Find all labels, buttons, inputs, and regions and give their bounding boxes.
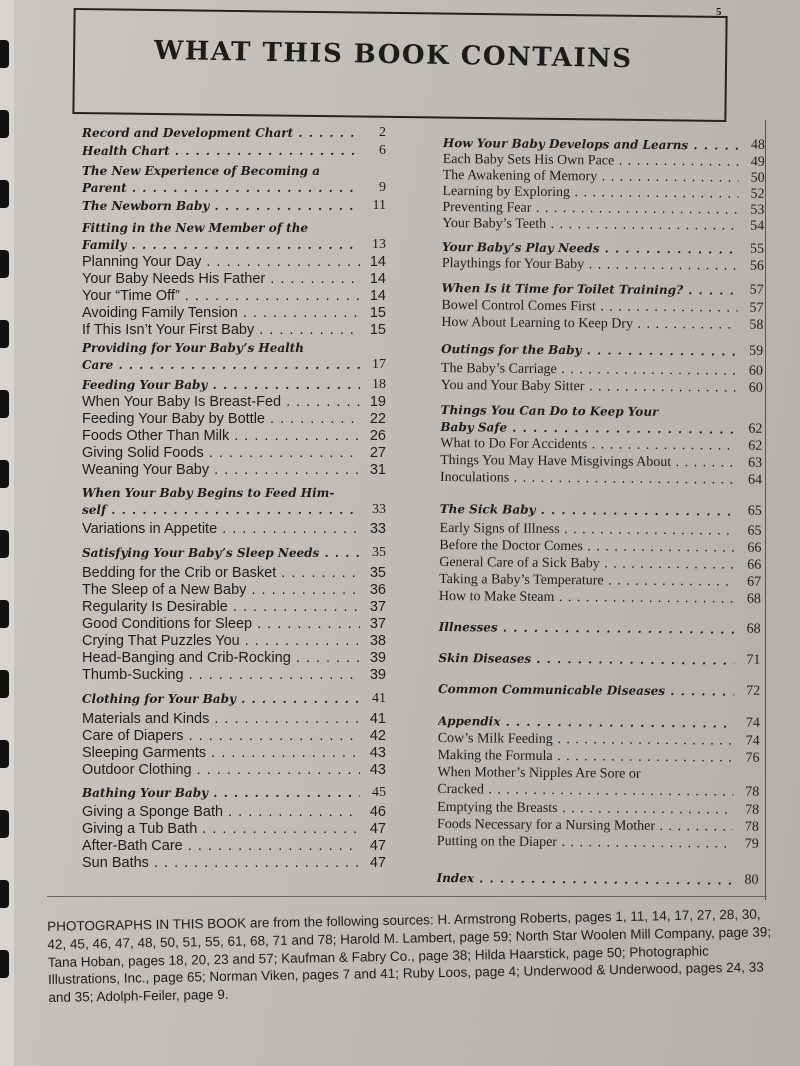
toc-section-entry xyxy=(82,162,386,180)
toc-entry-title: Parent . . . xyxy=(82,179,360,197)
toc-entry-page: 35 xyxy=(372,545,386,560)
page-edge-line xyxy=(765,120,766,900)
toc-entry-title: Weaning Your Baby . . . xyxy=(82,461,360,479)
toc-entry xyxy=(82,837,386,855)
toc-entry-page: 2 xyxy=(379,125,386,140)
toc-entry-page: 46 xyxy=(369,804,386,820)
toc-entry-title: Crying That Puzzles You . . . xyxy=(82,632,360,650)
toc-entry-title: Satisfying Your Baby’s Sleep Needs . . . xyxy=(82,544,360,562)
toc-entry-title: Early Signs of Illness . . . xyxy=(439,520,735,541)
toc-entry xyxy=(82,820,386,838)
toc-section-entry xyxy=(82,197,386,215)
toc-entry-page: 57 xyxy=(749,300,764,316)
toc-entry xyxy=(442,215,764,236)
toc-entry xyxy=(440,469,762,490)
toc-entry-page: 72 xyxy=(746,683,761,699)
toc-entry xyxy=(439,588,761,609)
toc-entry-title: Each Baby Sets His Own Pace . . . xyxy=(443,151,739,172)
toc-entry-page: 78 xyxy=(745,802,760,818)
toc-entry-title: Baby Safe . . . xyxy=(440,418,736,439)
toc-section-entry xyxy=(82,690,386,708)
toc-entry-page: 62 xyxy=(748,421,763,437)
toc-entry-title: Giving Solid Foods . . . xyxy=(82,444,360,462)
toc-section-entry xyxy=(439,618,761,639)
toc-entry-title: Taking a Baby’s Temperature . . . xyxy=(439,571,735,592)
toc-entry-title: Playthings for Your Baby . . . xyxy=(442,255,738,276)
toc-entry-title: The Awakening of Memory . . . xyxy=(443,167,739,188)
toc-entry-title: Fitting in the New Member of the xyxy=(82,221,309,235)
toc-entry xyxy=(82,649,386,667)
toc-entry-page: 78 xyxy=(744,819,760,835)
toc-entry xyxy=(82,321,386,339)
toc-entry-page: 42 xyxy=(369,728,386,744)
toc-entry xyxy=(82,727,386,745)
toc-entry-page: 50 xyxy=(750,170,765,186)
toc-entry xyxy=(437,833,759,854)
toc-entry-page: 43 xyxy=(369,745,386,761)
toc-entry-title: When Your Baby Is Breast-Fed . . . xyxy=(82,393,360,411)
toc-entry-page: 14 xyxy=(369,254,386,270)
toc-entry-page: 15 xyxy=(369,305,386,321)
toc-entry-title: Outdoor Clothing . . . xyxy=(82,761,360,779)
toc-section-entry xyxy=(82,356,386,374)
toc-entry-title: Cow’s Milk Feeding . . . xyxy=(438,730,734,751)
toc-section-entry xyxy=(82,219,386,237)
toc-entry-page: 22 xyxy=(369,411,386,427)
toc-entry-page: 66 xyxy=(747,540,762,556)
toc-entry xyxy=(82,427,386,445)
toc-entry-title: Bowel Control Comes First . . . xyxy=(441,297,737,318)
toc-entry-page: 41 xyxy=(372,691,386,706)
toc-entry-title: Health Chart . . . xyxy=(82,142,360,160)
toc-entry-page: 68 xyxy=(746,621,761,637)
toc-section-entry xyxy=(82,236,386,254)
toc-entry-page: 63 xyxy=(748,455,763,471)
toc-entry-title: Inoculations . . . xyxy=(440,469,736,490)
toc-section-entry xyxy=(436,869,758,890)
toc-section-entry xyxy=(82,501,386,519)
toc-entry xyxy=(82,632,386,650)
toc-entry xyxy=(82,761,386,779)
toc-entry-title: Planning Your Day . . . xyxy=(82,253,360,271)
toc-entry-title: Bedding for the Crib or Basket . . . xyxy=(82,564,360,582)
toc-section-entry xyxy=(82,544,386,562)
toc-entry-title: General Care of a Sick Baby . . . xyxy=(439,554,735,575)
toc-entry-title: Preventing Fear . . . xyxy=(442,199,738,220)
toc-entry-title: Clothing for Your Baby . . . xyxy=(82,690,360,708)
toc-entry-title: Index . . . xyxy=(436,869,732,890)
toc-entry-page: 37 xyxy=(369,599,386,615)
toc-section-entry xyxy=(82,376,386,394)
toc-entry-page: 14 xyxy=(369,271,386,287)
toc-entry-title: Feeding Your Baby by Bottle . . . xyxy=(82,410,360,428)
toc-entry-page: 79 xyxy=(744,836,759,852)
toc-entry-title: Things You May Have Misgivings About . . . xyxy=(440,452,736,473)
toc-entry-title: Your Baby’s Teeth . . . xyxy=(442,215,738,236)
toc-entry-page: 52 xyxy=(750,186,765,202)
toc-entry-page: 53 xyxy=(750,202,765,218)
toc-entry-page: 80 xyxy=(744,872,759,888)
toc-entry xyxy=(442,255,764,276)
toc-entry-page: 47 xyxy=(369,838,386,854)
toc-entry xyxy=(82,710,386,728)
toc-entry-title: Your Baby’s Play Needs . . . xyxy=(442,238,738,259)
toc-entry-page: 65 xyxy=(747,503,762,519)
toc-entry-title: Bathing Your Baby . . . xyxy=(82,784,360,802)
toc-entry-title: Cracked . . . xyxy=(437,781,733,802)
toc-entry-title: self . . . xyxy=(82,501,360,519)
toc-entry-page: 39 xyxy=(369,650,386,666)
toc-entry-title: The New Experience of Becoming a xyxy=(82,164,321,178)
toc-entry-title: Putting on the Diaper . . . xyxy=(437,833,733,854)
toc-entry-title: Providing for Your Baby’s Health xyxy=(82,341,304,355)
toc-entry-page: 68 xyxy=(746,591,762,607)
toc-entry-title: Sun Baths . . . xyxy=(82,854,360,872)
toc-entry xyxy=(82,304,386,322)
toc-entry-title: How About Learning to Keep Dry . . . xyxy=(441,314,737,335)
toc-entry-title: Foods Other Than Milk . . . xyxy=(82,427,360,445)
toc-entry-page: 37 xyxy=(369,616,386,632)
toc-entry-page: 62 xyxy=(748,438,763,454)
toc-entry-title: Before the Doctor Comes . . . xyxy=(439,537,735,558)
toc-entry-page: 47 xyxy=(369,821,386,837)
toc-entry-page: 36 xyxy=(369,582,386,598)
toc-entry xyxy=(82,444,386,462)
toc-entry-title: Emptying the Breasts . . . xyxy=(437,799,733,820)
toc-right-column xyxy=(436,134,765,888)
toc-entry xyxy=(82,803,386,821)
toc-entry-page: 45 xyxy=(372,785,386,800)
toc-entry-page: 35 xyxy=(369,565,386,581)
toc-entry-title: Your Baby Needs His Father . . . xyxy=(82,270,360,288)
toc-section-entry xyxy=(82,784,386,802)
toc-entry-page: 19 xyxy=(369,394,386,410)
toc-entry-page: 41 xyxy=(369,711,386,727)
toc-entry-page: 47 xyxy=(369,855,386,871)
toc-entry-title: Thumb-Sucking . . . xyxy=(82,666,360,684)
toc-entry-page: 60 xyxy=(748,380,763,396)
toc-entry-page: 39 xyxy=(369,667,386,683)
toc-entry-title: Appendix . . . xyxy=(438,712,734,733)
toc-entry-page: 58 xyxy=(749,317,764,333)
toc-entry-title: What to Do For Accidents . . . xyxy=(440,435,736,456)
toc-entry-page: 74 xyxy=(745,715,760,731)
toc-entry-title: Outings for the Baby . . . xyxy=(441,340,737,361)
book-page xyxy=(14,0,800,1066)
toc-entry-page: 59 xyxy=(749,343,764,359)
toc-section-entry xyxy=(82,124,386,142)
toc-entry-title: Care . . . xyxy=(82,356,360,374)
toc-entry-page: 14 xyxy=(369,288,386,304)
toc-entry-page: 17 xyxy=(372,357,386,372)
toc-entry-title: Good Conditions for Sleep . . . xyxy=(82,615,360,633)
toc-entry-page: 27 xyxy=(369,445,386,461)
toc-entry xyxy=(82,253,386,271)
toc-entry-title: Skin Diseases . . . xyxy=(438,649,734,670)
toc-entry-page: 49 xyxy=(750,154,765,170)
toc-entry-page: 6 xyxy=(379,143,386,158)
toc-entry xyxy=(82,581,386,599)
toc-entry-title: Record and Development Chart . . . xyxy=(82,124,360,142)
toc-entry-page: 71 xyxy=(746,652,761,668)
toc-entry-title: The Sick Baby . . . xyxy=(440,500,736,521)
toc-entry xyxy=(441,377,763,398)
toc-entry xyxy=(82,287,386,305)
toc-section-entry xyxy=(82,142,386,160)
toc-entry-page: 76 xyxy=(745,750,760,766)
toc-entry-title: Variations in Appetite . . . xyxy=(82,520,360,538)
toc-entry-title: Regularity Is Desirable . . . xyxy=(82,598,360,616)
toc-entry-page: 56 xyxy=(749,258,764,274)
toc-entry-title: Illnesses . . . xyxy=(439,618,735,639)
toc-entry-title: Avoiding Family Tension . . . xyxy=(82,304,360,322)
toc-entry-page: 66 xyxy=(747,557,762,573)
toc-section-entry xyxy=(82,339,386,357)
toc-entry-title: Giving a Sponge Bath . . . xyxy=(82,803,360,821)
toc-entry xyxy=(82,598,386,616)
toc-entry-page: 64 xyxy=(747,472,763,488)
toc-section-entry xyxy=(438,680,760,701)
toc-entry-title: When Is it Time for Toilet Training? . . . xyxy=(442,279,738,300)
toc-entry-page: 43 xyxy=(369,762,386,778)
toc-entry xyxy=(82,461,386,479)
toc-entry xyxy=(82,744,386,762)
toc-entry xyxy=(82,854,386,872)
toc-entry-title: You and Your Baby Sitter . . . xyxy=(441,377,737,398)
toc-entry-page: 48 xyxy=(750,137,765,153)
page-title: WHAT THIS BOOK CONTAINS xyxy=(153,35,633,75)
toc-entry-title: Foods Necessary for a Nursing Mother . . . xyxy=(437,816,733,837)
toc-entry-page: 33 xyxy=(372,502,386,517)
toc-entry-page: 65 xyxy=(747,523,762,539)
toc-entry-page: 55 xyxy=(749,241,765,257)
toc-section-entry xyxy=(441,340,763,361)
toc-section-entry xyxy=(438,649,760,670)
toc-entry-title: Feeding Your Baby . . . xyxy=(82,376,360,394)
toc-entry-page: 9 xyxy=(379,180,386,195)
toc-entry xyxy=(82,666,386,684)
toc-entry-page: 67 xyxy=(747,574,762,590)
toc-entry-title: Care of Diapers . . . xyxy=(82,727,360,745)
toc-entry xyxy=(82,410,386,428)
toc-entry-page: 13 xyxy=(372,237,386,252)
spiral-binding xyxy=(0,0,14,1066)
toc-entry-title: Common Communicable Diseases . . . xyxy=(438,680,734,701)
toc-entry-title: How Your Baby Develops and Learns . . . xyxy=(443,134,739,155)
toc-entry-page: 26 xyxy=(369,428,386,444)
toc-entry-title: Things You Can Do to Keep Your xyxy=(440,402,659,419)
toc-entry-title: Head-Banging and Crib-Rocking . . . xyxy=(82,649,360,667)
toc-entry xyxy=(82,615,386,633)
toc-entry-title: When Your Baby Begins to Feed Him- xyxy=(82,486,335,500)
toc-entry-page: 15 xyxy=(369,322,386,338)
toc-entry-page: 54 xyxy=(750,218,765,234)
toc-entry-page: 60 xyxy=(748,363,764,379)
toc-entry-title: Family . . . xyxy=(82,236,360,254)
toc-entry xyxy=(441,314,763,335)
toc-entry-page: 33 xyxy=(369,521,386,537)
toc-entry-title: Giving a Tub Bath . . . xyxy=(82,820,360,838)
toc-section-entry xyxy=(82,484,386,502)
toc-entry-page: 78 xyxy=(745,784,760,800)
toc-entry-page: 31 xyxy=(369,462,386,478)
toc-entry xyxy=(82,564,386,582)
toc-entry-title: The Newborn Baby . . . xyxy=(82,197,360,215)
toc-entry-page: 57 xyxy=(749,282,764,298)
toc-entry xyxy=(82,270,386,288)
toc-entry-title: The Baby’s Carriage . . . xyxy=(441,360,737,381)
toc-entry-title: After-Bath Care . . . xyxy=(82,837,360,855)
toc-entry-title: Materials and Kinds . . . xyxy=(82,710,360,728)
toc-entry-title: Making the Formula . . . xyxy=(437,747,733,768)
toc-entry-title: Your “Time Off” . . . xyxy=(82,287,360,305)
toc-entry-title: Learning by Exploring . . . xyxy=(442,183,738,204)
toc-entry-title: Sleeping Garments . . . xyxy=(82,744,360,762)
toc-entry-title: The Sleep of a New Baby . . . xyxy=(82,581,360,599)
toc-entry-page: 74 xyxy=(745,733,760,749)
toc-entry-page: 38 xyxy=(369,633,386,649)
toc-entry xyxy=(82,520,386,538)
toc-section-entry xyxy=(82,179,386,197)
credits-divider xyxy=(47,896,767,897)
toc-entry-page: 11 xyxy=(372,198,386,213)
toc-entry-page: 18 xyxy=(372,377,386,392)
page-number: 5 xyxy=(716,6,722,18)
toc-entry-title: When Mother’s Nipples Are Sore or xyxy=(437,764,641,782)
toc-entry-title: How to Make Steam . . . xyxy=(439,588,735,609)
photo-credits: PHOTOGRAPHS IN THIS BOOK are from the following sources: H. Armstrong Roberts, pages 1, 11, 14, 17, 27, 28, 30, 42, 45, 46, 47, 48, 50, 51, 55, 61, 68, 71 and 78; Harold M. Lambert, page 59; North Star Woolen Mill Company, page 39; Tana Hoban, pages 18, 20, 23 and 57; Kaufman & Fabry Co., page 38; Hilda Haarstick, page 50; Photographic Illustrations, Inc., page 65; Norman Viken, pages 7 and 41; Ruby Loos, page 4; Underwood & Underwood, pages 24, 33 and 35; Adolph-Feiler, page 9. xyxy=(47,906,772,1005)
toc-section-entry xyxy=(440,500,762,521)
toc-entry xyxy=(82,393,386,411)
toc-entry-title: If This Isn’t Your First Baby . . . xyxy=(82,321,360,339)
